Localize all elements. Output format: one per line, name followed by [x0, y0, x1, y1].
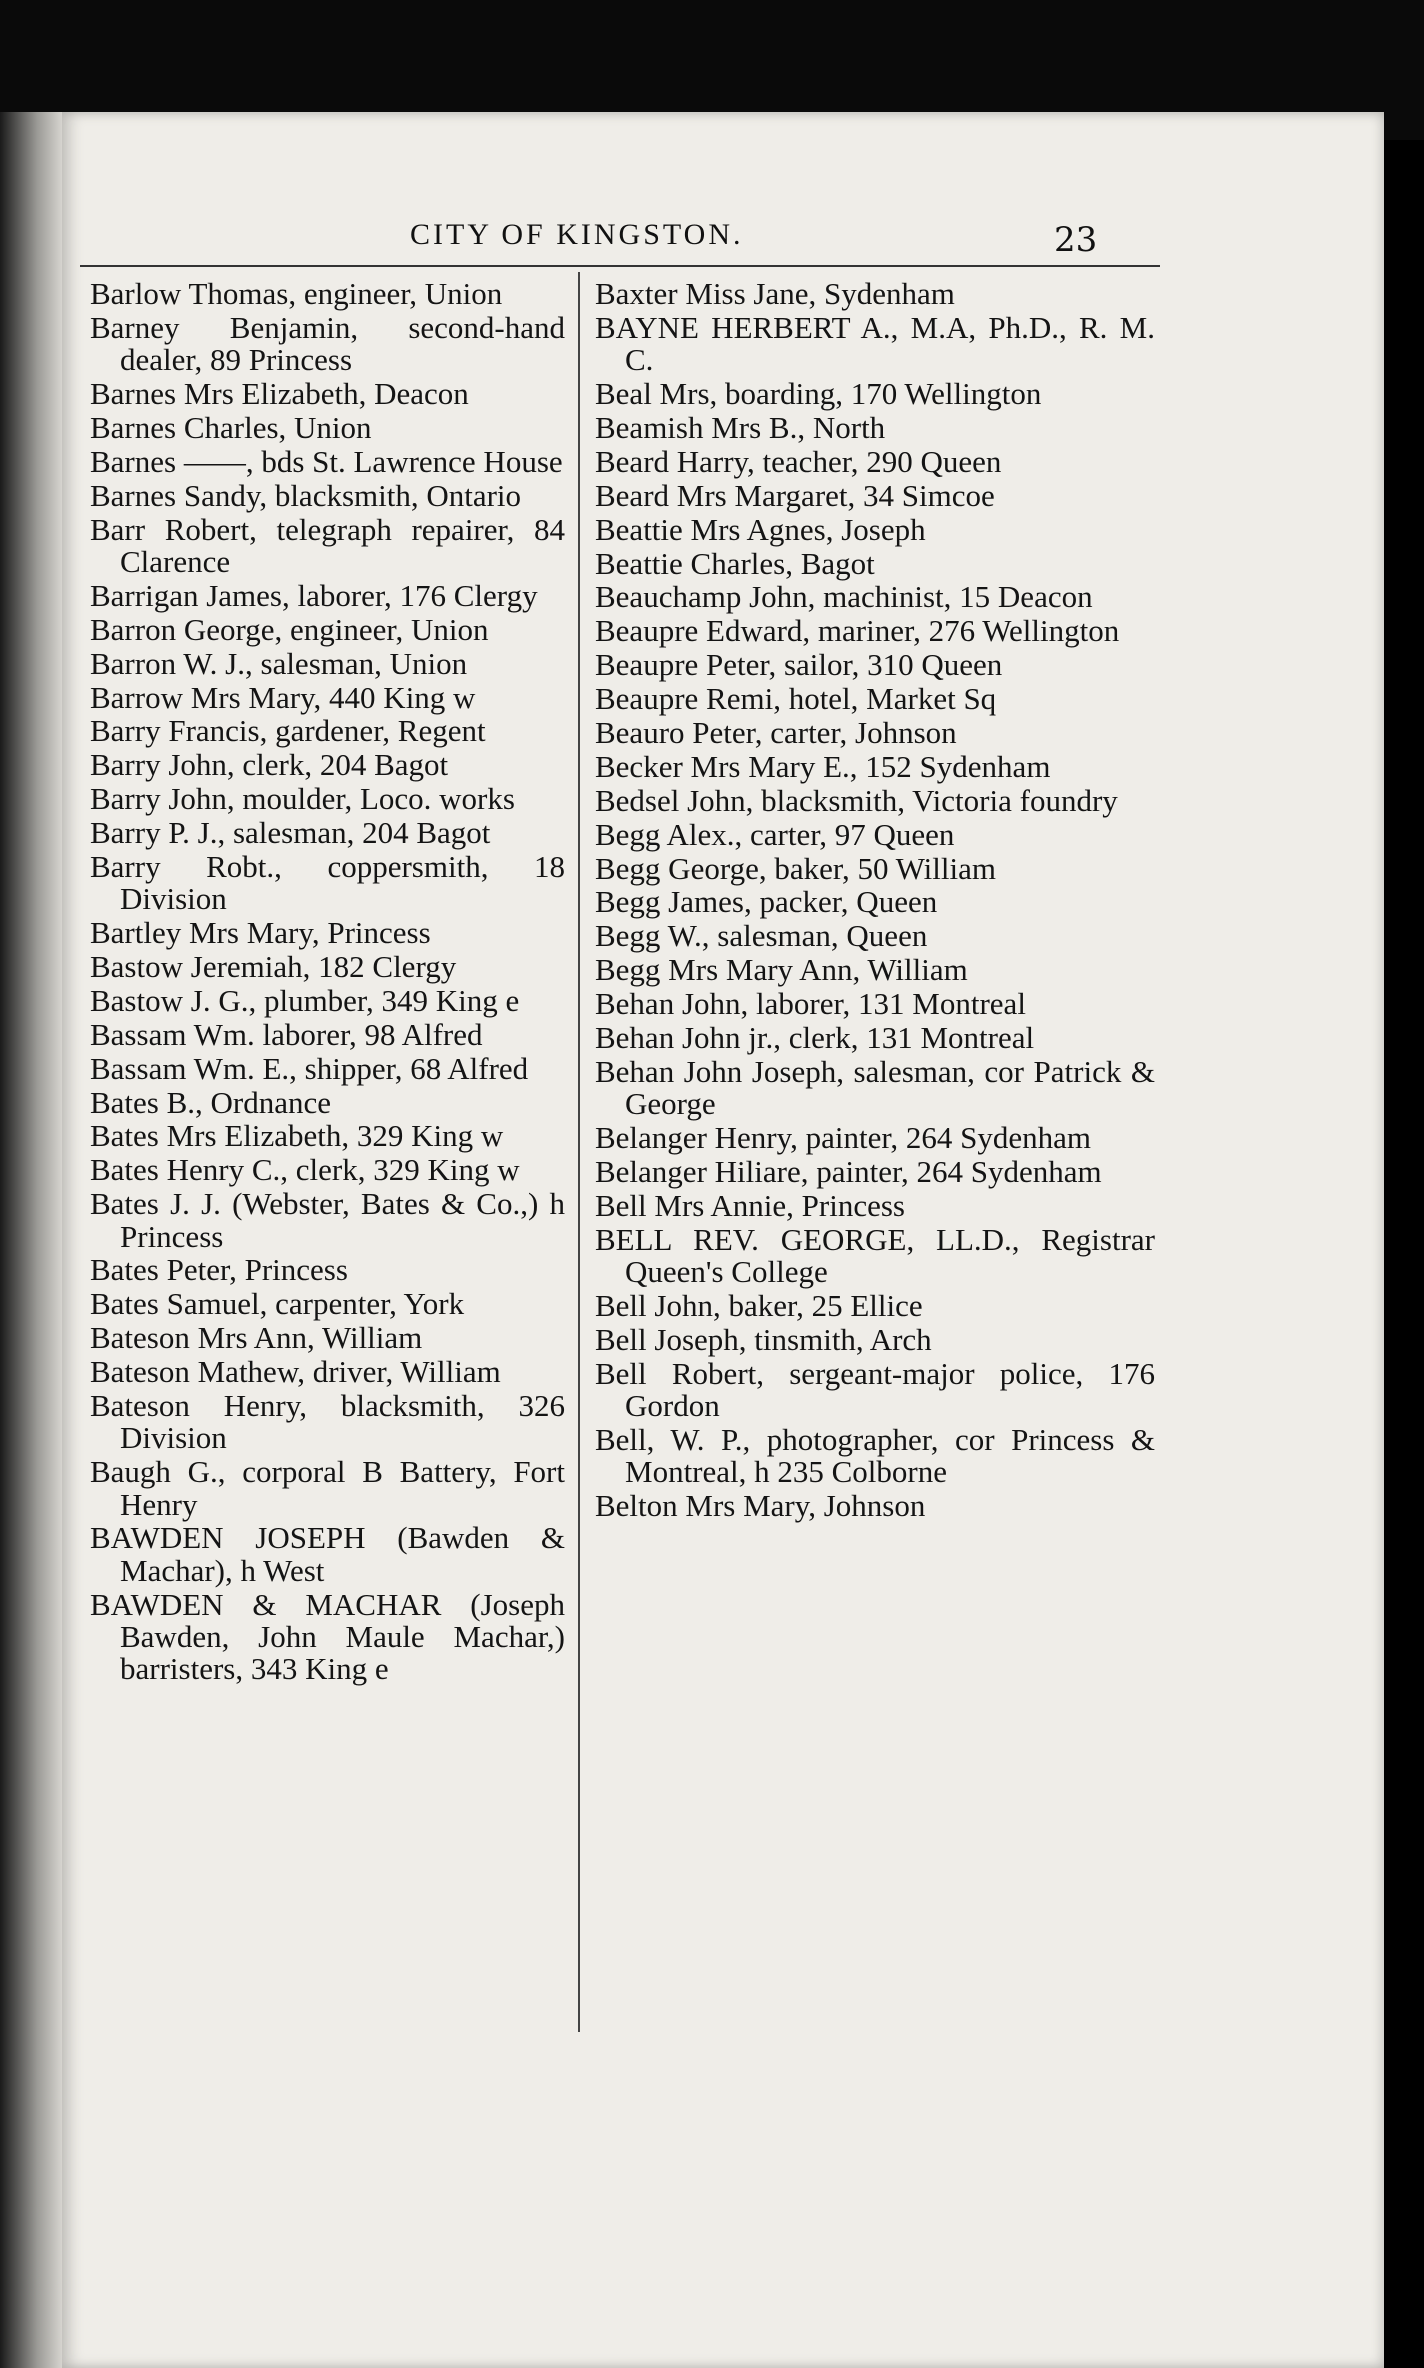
- directory-entry: Begg George, baker, 50 William: [595, 850, 996, 886]
- directory-entry: Bell, W. P., photographer, cor Princess & Montreal, h 235 Colborne: [595, 1421, 1155, 1490]
- directory-entry: Begg Alex., carter, 97 Queen: [595, 816, 955, 852]
- page-left-edge: [0, 112, 62, 2368]
- directory-entry: Barney Benjamin, second-hand dealer, 89 Princess: [90, 309, 565, 378]
- header-rule: [80, 265, 1160, 267]
- directory-entry: Bateson Henry, blacksmith, 326 Division: [90, 1388, 565, 1456]
- directory-entry: Bastow J. G., plumber, 349 King e: [90, 982, 520, 1018]
- directory-entry: Belanger Hiliare, painter, 264 Sydenham: [595, 1153, 1102, 1189]
- page-number: 23: [1054, 220, 1098, 260]
- running-head: CITY OF KINGSTON.: [410, 218, 744, 251]
- right-column: [595, 278, 1155, 1524]
- directory-entry: Bates B., Ordnance: [90, 1084, 332, 1120]
- directory-entry: Beal Mrs, boarding, 170 Wellington: [595, 376, 1042, 412]
- directory-entry: BAWDEN & MACHAR (Joseph Bawden, John Maule Machar,) barristers, 343 King e: [90, 1586, 565, 1687]
- directory-entry: Begg James, packer, Queen: [595, 884, 938, 920]
- left-column: [90, 278, 565, 1687]
- directory-entry: Barrigan James, laborer, 176 Clergy: [90, 577, 538, 613]
- directory-entry: BAWDEN JOSEPH (Bawden & Machar), h West: [90, 1520, 565, 1588]
- directory-entry: Beattie Charles, Bagot: [595, 545, 875, 581]
- directory-entry: Barron W. J., salesman, Union: [90, 645, 468, 681]
- directory-entry: Belton Mrs Mary, Johnson: [595, 1488, 926, 1524]
- directory-entry: Bastow Jeremiah, 182 Clergy: [90, 949, 457, 985]
- directory-entry: Barry P. J., salesman, 204 Bagot: [90, 815, 491, 851]
- directory-entry: Belanger Henry, painter, 264 Sydenham: [595, 1120, 1092, 1156]
- directory-entry: Bateson Mrs Ann, William: [90, 1320, 423, 1356]
- directory-entry: Baugh G., corporal B Battery, Fort Henry: [90, 1454, 565, 1522]
- directory-entry: Bates Samuel, carpenter, York: [90, 1286, 465, 1322]
- directory-entry: Barnes Sandy, blacksmith, Ontario: [90, 477, 522, 513]
- directory-entry: Bell Mrs Annie, Princess: [595, 1187, 905, 1223]
- directory-entry: Beamish Mrs B., North: [595, 409, 886, 445]
- directory-entry: Behan John jr., clerk, 131 Montreal: [595, 1020, 1035, 1055]
- directory-entry: Becker Mrs Mary E., 152 Sydenham: [595, 748, 1051, 784]
- directory-entry: Bassam Wm. laborer, 98 Alfred: [90, 1016, 483, 1052]
- directory-entry: Barlow Thomas, engineer, Union: [90, 276, 503, 311]
- directory-entry: Barry Francis, gardener, Regent: [90, 713, 486, 749]
- directory-entry: Barnes ——, bds St. Lawrence House: [90, 443, 563, 479]
- directory-entry: Bateson Mathew, driver, William: [90, 1354, 501, 1390]
- directory-entry: Barnes Mrs Elizabeth, Deacon: [90, 376, 469, 412]
- directory-entry: BELL REV. GEORGE, LL.D., Registrar Queen's College: [595, 1221, 1155, 1290]
- directory-entry: Bates Peter, Princess: [90, 1252, 348, 1288]
- directory-entry: Bates J. J. (Webster, Bates & Co.,) h Princess: [90, 1186, 565, 1254]
- directory-entry: Beauro Peter, carter, Johnson: [595, 714, 957, 750]
- directory-entry: Bassam Wm. E., shipper, 68 Alfred: [90, 1050, 529, 1086]
- directory-entry: Beaupre Remi, hotel, Market Sq: [595, 681, 997, 717]
- directory-entry: Bell Joseph, tinsmith, Arch: [595, 1321, 932, 1357]
- directory-entry: Bell Robert, sergeant-major police, 176 Gordon: [595, 1355, 1155, 1424]
- directory-entry: Bedsel John, blacksmith, Victoria foundry: [595, 782, 1118, 818]
- directory-entry: Beard Harry, teacher, 290 Queen: [595, 443, 1002, 479]
- directory-entry: Beattie Mrs Agnes, Joseph: [595, 511, 926, 547]
- directory-entry: BAYNE HERBERT A., M.A, Ph.D., R. M. C.: [595, 309, 1155, 378]
- directory-entry: Barry John, moulder, Loco. works: [90, 781, 515, 817]
- directory-entry: Beaupre Peter, sailor, 310 Queen: [595, 647, 1003, 683]
- directory-entry: Bates Mrs Elizabeth, 329 King w: [90, 1118, 504, 1154]
- directory-entry: Behan John Joseph, salesman, cor Patrick & George: [595, 1053, 1155, 1122]
- directory-entry: Barnes Charles, Union: [90, 409, 372, 445]
- directory-entry: Beard Mrs Margaret, 34 Simcoe: [595, 477, 995, 513]
- directory-entry: Beauchamp John, machinist, 15 Deacon: [595, 579, 1093, 615]
- directory-entry: Behan John, laborer, 131 Montreal: [595, 986, 1026, 1022]
- directory-entry: Bell John, baker, 25 Ellice: [595, 1287, 923, 1323]
- page-header: [0, 218, 1424, 258]
- directory-entry: Baxter Miss Jane, Sydenham: [595, 276, 955, 311]
- directory-entry: Begg Mrs Mary Ann, William: [595, 952, 968, 988]
- directory-entry: Barry John, clerk, 204 Bagot: [90, 747, 449, 783]
- directory-entry: Barr Robert, telegraph repairer, 84 Clarence: [90, 511, 565, 579]
- directory-entry: Barron George, engineer, Union: [90, 611, 489, 647]
- directory-entry: Bates Henry C., clerk, 329 King w: [90, 1152, 520, 1188]
- page-right-edge: [1384, 140, 1424, 2368]
- column-divider: [578, 272, 580, 2032]
- directory-entry: Bartley Mrs Mary, Princess: [90, 915, 431, 951]
- directory-entry: Begg W., salesman, Queen: [595, 918, 928, 954]
- directory-entry: Beaupre Edward, mariner, 276 Wellington: [595, 613, 1120, 649]
- directory-entry: Barrow Mrs Mary, 440 King w: [90, 679, 476, 715]
- directory-entry: Barry Robt., coppersmith, 18 Division: [90, 848, 565, 917]
